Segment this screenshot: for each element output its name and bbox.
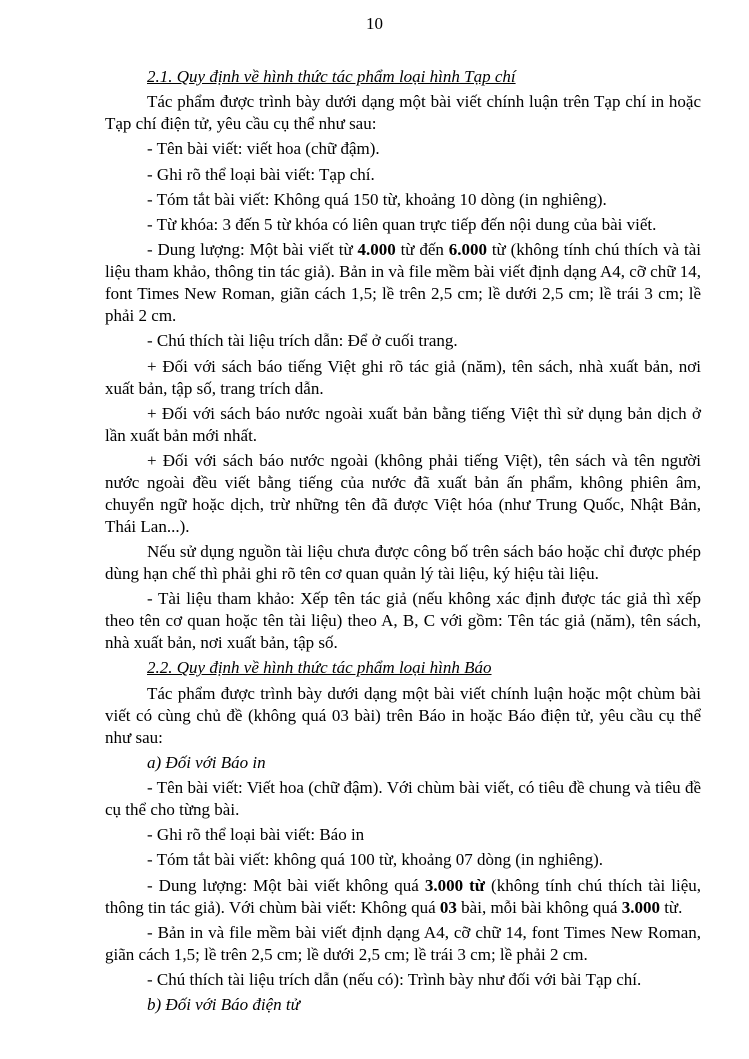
section-2-1-intro: Tác phẩm được trình bày dưới dạng một bài viết chính luận trên Tạp chí in hoặc Tạp chí điện tử, yêu cầu cụ thể như sau: [105, 92, 701, 134]
genre-rule: - Ghi rõ thể loại bài viết: Tạp chí. [147, 164, 375, 184]
unpublished-note: Nếu sử dụng nguồn tài liệu chưa được công bố trên sách báo hoặc chỉ được phép dùng hạn chế thì phải ghi rõ tên cơ quan quản lý tài liệu, ký hiệu tài liệu. [105, 542, 701, 584]
online-heading: b) Đối với Báo điện tử [147, 995, 300, 1015]
length-rule-pre: - Dung lượng: Một bài viết từ [147, 240, 358, 260]
citation-foreign: + Đối với sách báo nước ngoài (không phải tiếng Việt), tên sách và tên người nước ngoài đều viết bằng tiếng của nước đã xuất bản ấn phẩm, không phiên âm, chuyển ngữ hoặc dịch, trừ những tên đã được Việt hóa (như Trung Quốc, Nhật Bản, Thái Lan...). [105, 450, 701, 536]
keywords-rule: - Từ khóa: 3 đến 5 từ khóa có liên quan trực tiếp đến nội dung của bài viết. [147, 214, 657, 234]
length-rule [105, 239, 701, 327]
citation-vn: + Đối với sách báo tiếng Việt ghi rõ tác giả (năm), tên sách, nhà xuất bản, nơi xuất bản, tập số, trang trích dẫn. [105, 356, 701, 398]
length-rule-max: 6.000 [448, 240, 487, 260]
print-title-rule: - Tên bài viết: Viết hoa (chữ đậm). Với chùm bài viết, có tiêu đề chung và tiêu đề cụ thể cho từng bài. [105, 778, 701, 819]
print-citation-rule: - Chú thích tài liệu trích dẫn (nếu có): Trình bày như đối với bài Tạp chí. [147, 969, 642, 989]
length-rule-mid: từ đến [395, 240, 449, 260]
print-length-limit-articles: 03 [439, 897, 457, 917]
title-rule: - Tên bài viết: viết hoa (chữ đậm). [147, 139, 380, 159]
document-body [105, 66, 701, 1019]
length-rule-post: từ (không tính chú thích và tài liệu tham khảo, thông tin tác giả). Bản in và file mềm bài viết định dạng A4, cỡ chữ 14, font Times New Roman, giãn cách 1,5; lề trên 2,5 cm; lề dưới 2,5 cm; lề trái 3 cm; lề phải 2 cm. [105, 240, 701, 326]
print-length-post: từ. [659, 897, 683, 917]
summary-rule: - Tóm tắt bài viết: Không quá 150 từ, khoảng 10 dòng (in nghiêng). [147, 189, 607, 209]
section-2-1-heading: 2.1. Quy định về hình thức tác phẩm loại hình Tạp chí [147, 67, 516, 86]
section-2-2-intro: Tác phẩm được trình bày dưới dạng một bài viết chính luận hoặc một chùm bài viết có cùng chủ đề (không quá 03 bài) trên Báo in hoặc Báo điện tử, yêu cầu cụ thể như sau: [105, 683, 701, 747]
citation-foreign-vn: + Đối với sách báo nước ngoài xuất bản bằng tiếng Việt thì sử dụng bản dịch ở lần xuất bản mới nhất. [105, 403, 701, 445]
print-length-pre: - Dung lượng: Một bài viết không quá [147, 875, 425, 895]
print-format-rule: - Bản in và file mềm bài viết định dạng A4, cỡ chữ 14, font Times New Roman, giãn cách 1,5; lề trên 2,5 cm; lề dưới 2,5 cm; lề trái 3 cm; lề phải 2 cm. [105, 922, 701, 964]
print-length-limit-each: 3.000 [621, 897, 660, 917]
citation-rule: - Chú thích tài liệu trích dẫn: Để ở cuối trang. [147, 331, 458, 351]
print-length-mid2: bài, mỗi bài không quá [456, 897, 622, 917]
page-number: 10 [366, 14, 383, 33]
section-2-2-heading: 2.2. Quy định về hình thức tác phẩm loại hình Báo [147, 658, 492, 678]
print-length-limit-words: 3.000 từ [424, 875, 486, 895]
print-length-rule [105, 875, 701, 919]
length-rule-min: 4.000 [357, 240, 396, 260]
references-rule: - Tài liệu tham khảo: Xếp tên tác giả (nếu không xác định được tác giả thì xếp theo tên cơ quan hoặc tên tài liệu) theo A, B, C với gồm: Tên tác giả (năm), tên sách, nhà xuất bản, nơi xuất bản, tập số. [105, 589, 701, 653]
print-summary-rule: - Tóm tắt bài viết: không quá 100 từ, khoảng 07 dòng (in nghiêng). [147, 850, 604, 870]
print-length-mid: (không tính chú thích tài liệu, thông tin tác giả). Với chùm bài viết: Không quá [105, 875, 701, 917]
print-genre-rule: - Ghi rõ thể loại bài viết: Báo in [147, 825, 365, 845]
print-heading: a) Đối với Báo in [147, 752, 266, 772]
